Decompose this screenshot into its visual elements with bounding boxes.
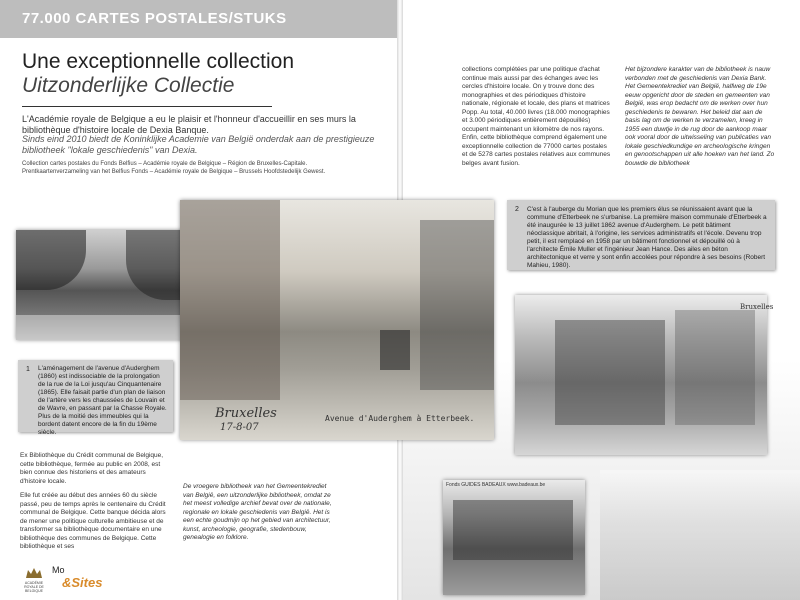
postcard-photo-town-hall <box>515 295 774 455</box>
caption-box-1 <box>18 360 173 436</box>
credit-dutch: Prentkaartenverzameling van het Belfius Fonds – Académie royale de Belgique – Brussels Hoofdstedelijk Gewest. <box>22 169 326 175</box>
title-divider <box>22 106 272 107</box>
photo-source-caption: Fonds GUIDES BADEAUX www.badeaux.be <box>446 482 546 488</box>
body-french-column <box>20 452 170 558</box>
page-subtitle: Uitzonderlijke Collectie <box>22 74 235 97</box>
page-title: Une exceptionnelle collection <box>22 50 295 73</box>
monuments-sites-logo <box>52 565 103 593</box>
sites-logo-text: &Sites <box>62 575 103 590</box>
monuments-logo-text: Mo <box>52 565 65 575</box>
academie-logo-text: ACADÉMIE ROYALE DE BELGIQUE <box>24 581 44 593</box>
header-title: 77.000 CARTES POSTALES/STUKS <box>22 10 287 27</box>
crown-icon <box>20 565 48 581</box>
credit-french: Collection cartes postales du Fonds Belfius – Académie royale de Belgique – Région de Bruxelles-Capitale. <box>22 161 308 167</box>
faded-background-photo <box>600 470 800 600</box>
body-paragraph: Ex Bibliothèque du Crédit communal de Belgique, cette bibliothèque, fermée au public en 2008, est bien connue des historiens et des amateurs d'histoire locale. <box>20 452 164 485</box>
body-dutch-column: De vroegere bibliotheek van het Gemeentekrediet van België, een uitzonderlijke bibliotheek, omdat ze het meest volledige archief bevat over de nationale, regionale en lokale geschiedenis van België. Het is een echte goudmijn op het gebied van architectuur, kunst, archeologie, geografie, stedenbouw, genealogie en folklore. <box>183 483 332 541</box>
body-paragraph: Elle fut créée au début des années 60 du siècle passé, peu de temps après le centenaire du Crédit communal de Belgique. Cette banque décida alors de mener une politique culturelle ambitieuse et de transformer sa bibliothèque documentaire en une bibliothèque des communes de Belgique. Cette bibliothèque et ses <box>20 492 166 550</box>
postcard-date-caption: 17-8-07 <box>220 422 259 433</box>
intro-dutch: Sinds eind 2010 biedt de Koninklijke Academie van België onderdak aan de prestigieuze bibliotheek "lokale geschiedenis" van Dexia. <box>22 134 375 155</box>
caption-text: C'est à l'auberge du Morian que les premiers élus se réunissaient avant que la commune d'Etterbeek ne s'urbanise. La première maison communale d'Etterbeek a été inaugurée le 13 juillet 1862 avenue d'Auderghem. Le petit bâtiment néoclassique abritait, à l'origine, les services administratifs et l'école. Devenu trop petit, il est remplacé en 1958 par un bâtiment fonctionnel et dépouillé où à l'architecte Émile Muller et l'ingénieur Jean Hance. Des ailes en béton architectonique et verre y sont enfin accolées pour répondre à ses besoins (Robert Mahieu, 1980). <box>527 206 767 269</box>
caption-number: 1 <box>26 366 30 373</box>
postcard-photo-avenue-auderghem <box>180 200 494 440</box>
collection-credit <box>22 160 382 176</box>
caption-box-2 <box>507 200 775 270</box>
right-french-column: collections complétées par une politique d'achat continue mais aussi par des échanges avec les cercles d'histoire locale. On y trouve donc des monographies et des périodiques d'histoire nationale, régionale et locale, des plans et matrices Popp. Au total, 40.000 livres (18.000 monographies et 3.000 périodiques entièrement dépouillés) occupent maintenant un kilomètre de nos rayons. Enfin, cette bibliothèque comprend également une exceptionnelle collection de 77000 cartes postales et de 5278 cartes postales relatives aux communes belges avant fusion. <box>462 66 611 167</box>
postcard-photo-old-house <box>443 480 585 595</box>
intro-french: L'Académie royale de Belgique a eu le plaisir et l'honneur d'accueillir en ses murs la bibliothèque d'histoire locale de Dexia Banque. <box>22 114 356 135</box>
caption-text: L'aménagement de l'avenue d'Auderghem (1860) est indissociable de la prolongation de la rue de la Loi jusqu'au Cinquantenaire (1865). Elle faisait partie d'un plan de liaison de l'artère vers les chaussées de Louvain et de Wavre, en passant par la Chasse Royale. Plus de la moitié des immeubles qui la bordent datent encore de la fin du 19ème siècle. <box>38 365 167 436</box>
academie-logo <box>20 565 48 593</box>
right-dutch-column: Het bijzondere karakter van de bibliotheek is nauw verbonden met de geschiedenis van Dexia Bank. Het Gemeentekrediet van België, halfweg de 19e eeuw opgericht door de steden en gemeenten van België, was erop bedacht om de werken over hun geschiedenis te bewaren. Het beleid dat aan de basis lag om de werken te verzamelen, kreeg in 1955 een duwtje in de rug door de aankoop maar ook vooral door de uitwisseling van publicaties van lokale geschiedkundige en archeologische kringen en genootschappen uit alle hoeken van het land. Zo bouwde de bibliotheek <box>625 66 775 167</box>
postcard-photo-avenue-trees <box>16 230 196 340</box>
postcard-city-caption: Bruxelles <box>740 303 774 311</box>
postcard-street-caption: Avenue d'Auderghem à Etterbeek. <box>325 414 475 423</box>
header-bar <box>0 0 397 38</box>
postcard-city-caption: Bruxelles <box>215 406 277 421</box>
caption-number: 2 <box>515 206 519 213</box>
